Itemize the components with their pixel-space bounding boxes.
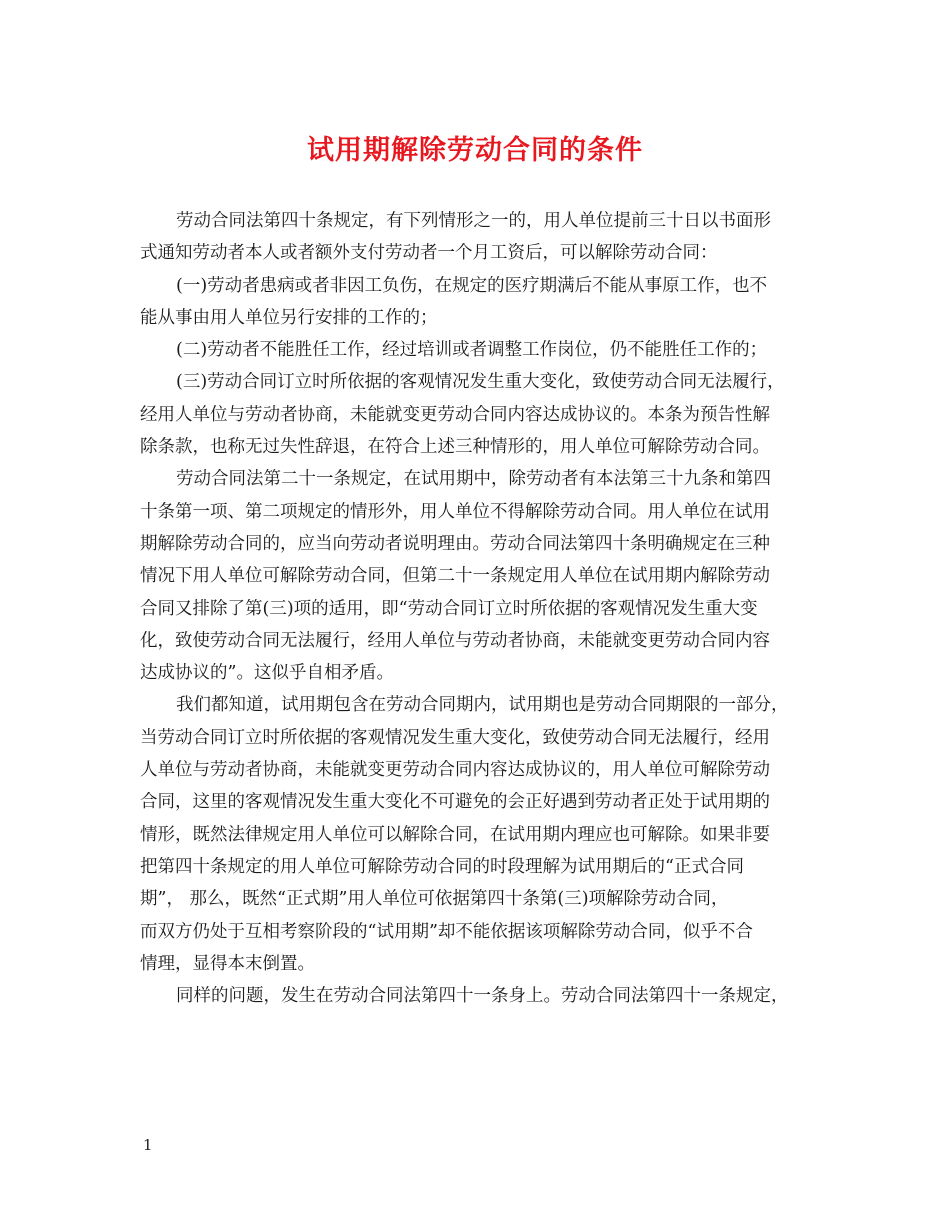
text-line: 合同，这里的客观情况发生重大变化不可避免的会正好遇到劳动者正处于试用期的	[140, 792, 770, 813]
text-line: 化，致使劳动合同无法履行，经用人单位与劳动者协商，未能就变更劳动合同内容	[140, 630, 770, 651]
text-line: 情况下用人单位可解除劳动合同，但第二十一条规定用人单位在试用期内解除劳动	[140, 566, 770, 587]
text-line: 当劳动合同订立时所依据的客观情况发生重大变化，致使劳动合同无法履行，经用	[140, 727, 770, 748]
text-line: 情形，既然法律规定用人单位可以解除合同，在试用期内理应也可解除。如果非要	[140, 824, 770, 845]
page-number: 1	[143, 1136, 153, 1154]
text-line: 期”， 那么，既然“正式期”用人单位可依据第四十条第(三)项解除劳动合同，	[140, 889, 729, 910]
text-line: 能从事由用人单位另行安排的工作的；	[140, 307, 438, 328]
text-line: (三)劳动合同订立时所依据的客观情况发生重大变化，致使劳动合同无法履行，	[176, 372, 785, 393]
text-line: 把第四十条规定的用人单位可解除劳动合同的时段理解为试用期后的“正式合同	[140, 856, 744, 877]
document-body	[140, 205, 820, 1012]
text-line: 劳动合同法第二十一条规定，在试用期中，除劳动者有本法第三十九条和第四	[176, 469, 771, 490]
text-line: 期解除劳动合同的，应当向劳动者说明理由。劳动合同法第四十条明确规定在三种	[140, 533, 770, 554]
text-line: 达成协议的”。这似乎自相矛盾。	[140, 663, 394, 684]
text-line: 十条第一项、第二项规定的情形外，用人单位不得解除劳动合同。用人单位在试用	[140, 501, 770, 522]
text-line: 同样的问题，发生在劳动合同法第四十一条身上。劳动合同法第四十一条规定，	[176, 986, 789, 1007]
text-line: 劳动合同法第四十条规定，有下列情形之一的，用人单位提前三十日以书面形	[176, 211, 771, 231]
text-line: (二)劳动者不能胜任工作，经过培训或者调整工作岗位，仍不能胜任工作的；	[176, 340, 768, 361]
text-line: 式通知劳动者本人或者额外支付劳动者一个月工资后，可以解除劳动合同：	[140, 243, 718, 264]
text-line: (一)劳动者患病或者非因工负伤，在规定的医疗期满后不能从事原工作，也不	[176, 275, 768, 296]
text-line: 除条款，也称无过失性辞退，在符合上述三种情形的，用人单位可解除劳动合同。	[140, 437, 770, 458]
text-line: 而双方仍处于互相考察阶段的“试用期”却不能依据该项解除劳动合同，似乎不合	[140, 921, 753, 942]
document-title: 试用期解除劳动合同的条件	[307, 135, 643, 166]
text-line: 经用人单位与劳动者协商，未能就变更劳动合同内容达成协议的。本条为预告性解	[140, 404, 770, 425]
text-line: 我们都知道，试用期包含在劳动合同期内，试用期也是劳动合同期限的一部分，	[176, 695, 789, 716]
text-line: 合同又排除了第(三)项的适用，即“劳动合同订立时所依据的客观情况发生重大变	[140, 598, 758, 619]
text-line: 情理，显得本末倒置。	[140, 953, 315, 974]
text-line: 人单位与劳动者协商，未能就变更劳动合同内容达成协议的，用人单位可解除劳动	[140, 760, 770, 781]
